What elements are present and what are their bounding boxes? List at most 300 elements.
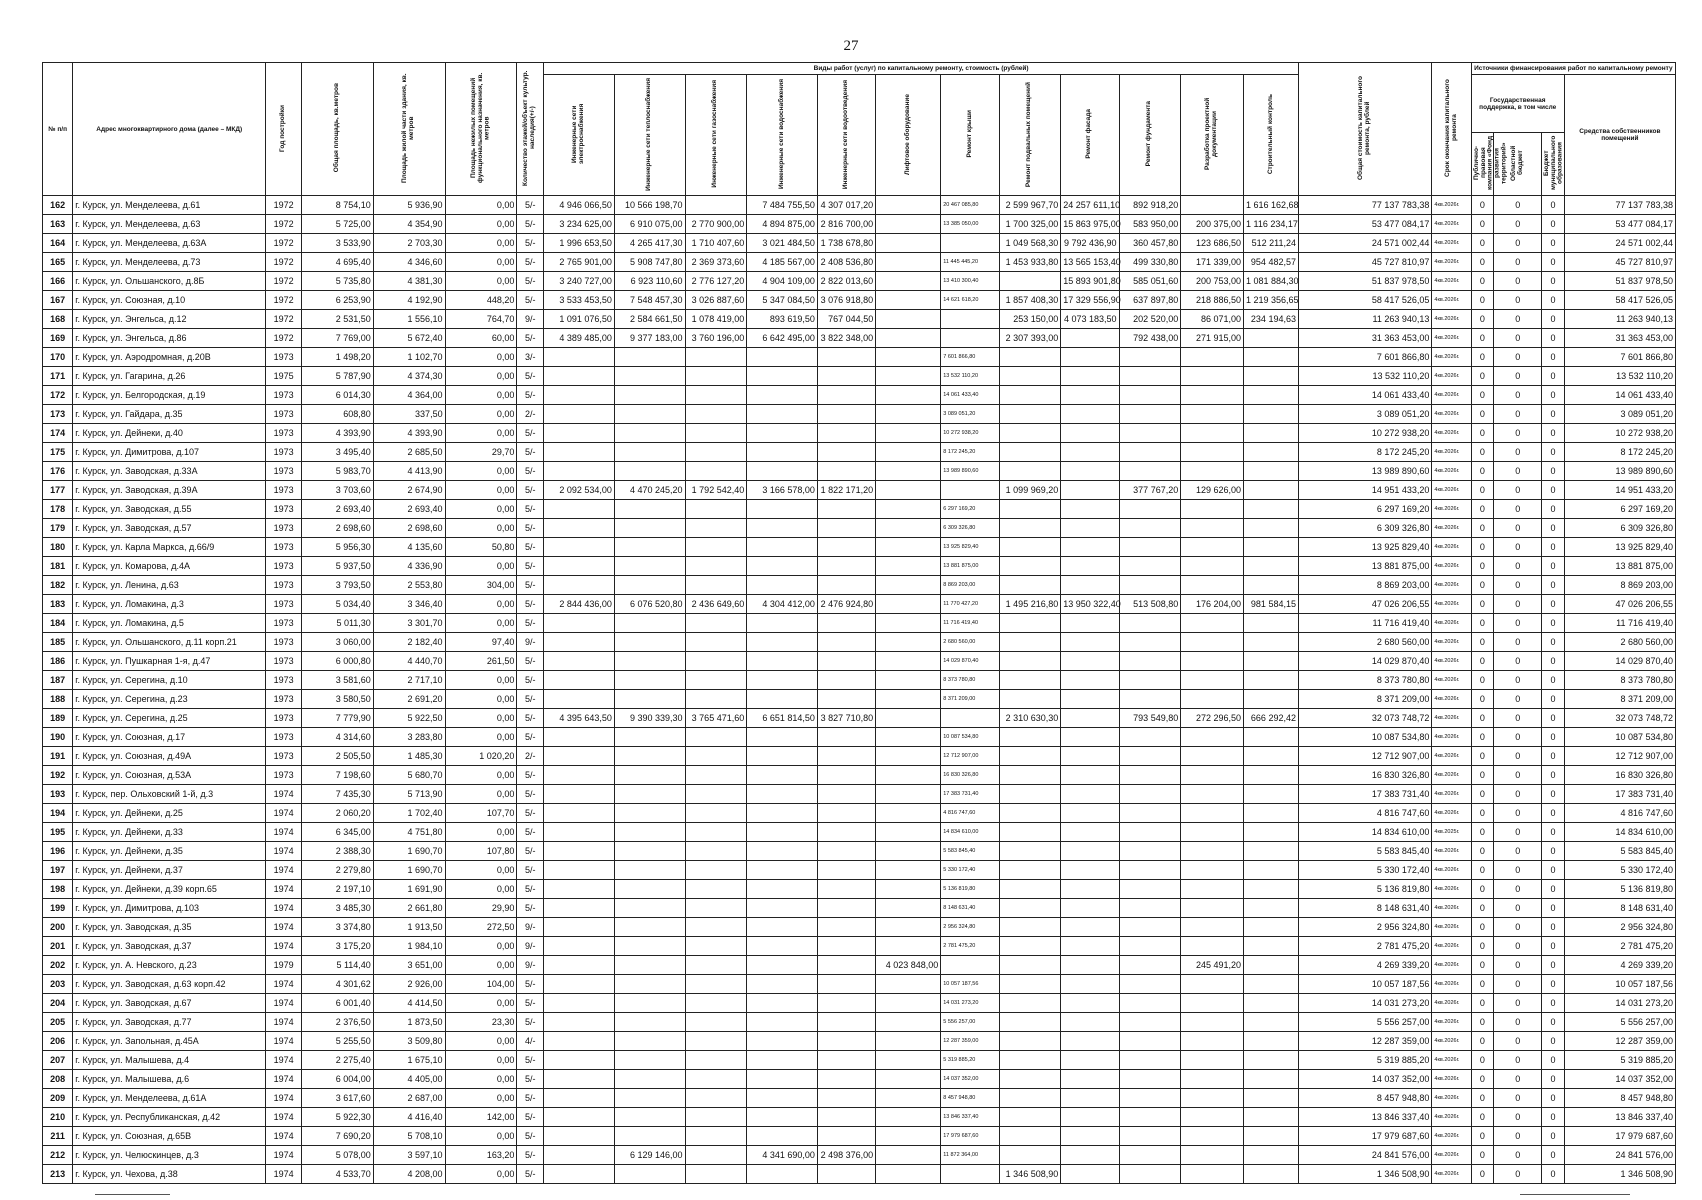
cell-nonres: 0,00 — [445, 424, 517, 443]
cell-facade — [1061, 1108, 1119, 1127]
cell-heat — [614, 804, 685, 823]
cell-n: 212 — [43, 1146, 73, 1165]
cell-fund: 0 — [1471, 424, 1493, 443]
cell-water — [747, 861, 818, 880]
cell-foundation — [1119, 405, 1181, 424]
cell-deadline: 4кв.2026г. — [1432, 500, 1471, 519]
cell-year: 1979 — [266, 956, 302, 975]
cell-cost: 31 363 453,00 — [1298, 329, 1431, 348]
cell-cost: 14 031 273,20 — [1298, 994, 1431, 1013]
cell-living: 5 713,90 — [373, 785, 445, 804]
cell-facade — [1061, 481, 1119, 500]
cell-sewer — [817, 405, 875, 424]
cell-facade — [1061, 918, 1119, 937]
cell-water — [747, 1108, 818, 1127]
cell-owners: 13 881 875,00 — [1564, 557, 1675, 576]
cell-lift — [876, 1051, 941, 1070]
cell-total: 5 983,70 — [302, 462, 374, 481]
cell-facade — [1061, 348, 1119, 367]
cell-cost: 8 869 203,00 — [1298, 576, 1431, 595]
cell-water — [747, 367, 818, 386]
cell-fund: 0 — [1471, 405, 1493, 424]
cell-heat — [614, 500, 685, 519]
cell-year: 1974 — [266, 804, 302, 823]
cell-control: 954 482,57 — [1244, 253, 1299, 272]
cell-heat — [614, 690, 685, 709]
cell-gas — [685, 367, 747, 386]
cell-design — [1181, 728, 1244, 747]
cell-floors: 5/- — [517, 975, 544, 994]
cell-n: 200 — [43, 918, 73, 937]
cell-owners: 47 026 206,55 — [1564, 595, 1675, 614]
header-elec: Инженерные сети электроснабжения — [544, 75, 615, 196]
cell-gas — [685, 614, 747, 633]
cell-cost: 14 834 610,00 — [1298, 823, 1431, 842]
cell-floors: 9/- — [517, 310, 544, 329]
cell-year: 1973 — [266, 709, 302, 728]
cell-municipal: 0 — [1542, 272, 1564, 291]
cell-heat — [614, 918, 685, 937]
cell-fund: 0 — [1471, 1165, 1493, 1184]
cell-gas — [685, 500, 747, 519]
cell-deadline: 4кв.2026г. — [1432, 766, 1471, 785]
cell-facade — [1061, 1127, 1119, 1146]
cell-control — [1244, 690, 1299, 709]
table-body — [43, 196, 1676, 1184]
cell-heat: 6 129 146,00 — [614, 1146, 685, 1165]
cell-roof: 13 846 337,40 — [941, 1108, 999, 1127]
cell-heat: 9 390 339,30 — [614, 709, 685, 728]
cell-elec — [544, 728, 615, 747]
cell-deadline: 4кв.2025г. — [1432, 823, 1471, 842]
cell-regional: 0 — [1494, 975, 1542, 994]
cell-fund: 0 — [1471, 557, 1493, 576]
cell-cost: 13 532 110,20 — [1298, 367, 1431, 386]
cell-control: 1 116 234,17 — [1244, 215, 1299, 234]
cell-regional: 0 — [1494, 880, 1542, 899]
cell-regional: 0 — [1494, 538, 1542, 557]
cell-control — [1244, 956, 1299, 975]
table-row — [43, 1127, 1676, 1146]
cell-nonres: 0,00 — [445, 196, 517, 215]
cell-water — [747, 899, 818, 918]
cell-floors: 5/- — [517, 1013, 544, 1032]
cell-deadline: 4кв.2026г. — [1432, 918, 1471, 937]
cell-floors: 5/- — [517, 462, 544, 481]
cell-living: 1 556,10 — [373, 310, 445, 329]
cell-basement — [999, 424, 1061, 443]
cell-elec — [544, 1032, 615, 1051]
cell-address: г. Курск, ул. Дейнеки, д.40 — [73, 424, 266, 443]
cell-elec — [544, 1089, 615, 1108]
cell-lift — [876, 728, 941, 747]
cell-year: 1973 — [266, 500, 302, 519]
cell-floors: 4/- — [517, 1032, 544, 1051]
table-row — [43, 462, 1676, 481]
table-row — [43, 994, 1676, 1013]
cell-control: 1 616 162,68 — [1244, 196, 1299, 215]
cell-sewer: 2 476 924,80 — [817, 595, 875, 614]
cell-cost: 47 026 206,55 — [1298, 595, 1431, 614]
cell-design — [1181, 1089, 1244, 1108]
cell-basement — [999, 785, 1061, 804]
cell-sewer: 1 822 171,20 — [817, 481, 875, 500]
cell-lift — [876, 1165, 941, 1184]
cell-address: г. Курск, ул. Димитрова, д.103 — [73, 899, 266, 918]
cell-foundation — [1119, 785, 1181, 804]
cell-owners: 17 383 731,40 — [1564, 785, 1675, 804]
cell-owners: 5 583 845,40 — [1564, 842, 1675, 861]
cell-cost: 13 925 829,40 — [1298, 538, 1431, 557]
cell-roof: 7 601 866,80 — [941, 348, 999, 367]
cell-nonres: 29,70 — [445, 443, 517, 462]
cell-cost: 11 263 940,13 — [1298, 310, 1431, 329]
cell-year: 1973 — [266, 405, 302, 424]
cell-cost: 5 330 172,40 — [1298, 861, 1431, 880]
cell-fund: 0 — [1471, 1146, 1493, 1165]
cell-owners: 4 269 339,20 — [1564, 956, 1675, 975]
cell-roof: 2 781 475,20 — [941, 937, 999, 956]
cell-municipal: 0 — [1542, 614, 1564, 633]
cell-elec — [544, 386, 615, 405]
cell-address: г. Курск, ул. Дейнеки, д.33 — [73, 823, 266, 842]
cell-year: 1973 — [266, 519, 302, 538]
cell-regional: 0 — [1494, 1089, 1542, 1108]
cell-fund: 0 — [1471, 937, 1493, 956]
cell-design — [1181, 690, 1244, 709]
cell-address: г. Курск, ул. Ломакина, д.3 — [73, 595, 266, 614]
cell-total: 5 956,30 — [302, 538, 374, 557]
cell-sewer: 2 816 700,00 — [817, 215, 875, 234]
cell-deadline: 4кв.2026г. — [1432, 196, 1471, 215]
cell-owners: 14 834 610,00 — [1564, 823, 1675, 842]
cell-roof: 4 816 747,60 — [941, 804, 999, 823]
cell-nonres: 29,90 — [445, 899, 517, 918]
cell-roof: 2 956 324,80 — [941, 918, 999, 937]
cell-elec — [544, 557, 615, 576]
cell-basement — [999, 690, 1061, 709]
cell-total: 5 114,40 — [302, 956, 374, 975]
cell-roof: 10 087 534,80 — [941, 728, 999, 747]
cell-floors: 5/- — [517, 766, 544, 785]
cell-living: 1 485,30 — [373, 747, 445, 766]
cell-year: 1974 — [266, 994, 302, 1013]
cell-living: 4 346,60 — [373, 253, 445, 272]
cell-control — [1244, 405, 1299, 424]
cell-design — [1181, 557, 1244, 576]
cell-basement — [999, 367, 1061, 386]
cell-floors: 5/- — [517, 481, 544, 500]
cell-n: 213 — [43, 1165, 73, 1184]
cell-basement: 1 346 508,90 — [999, 1165, 1061, 1184]
cell-facade — [1061, 519, 1119, 538]
cell-fund: 0 — [1471, 633, 1493, 652]
cell-design — [1181, 462, 1244, 481]
cell-fund: 0 — [1471, 272, 1493, 291]
cell-facade — [1061, 443, 1119, 462]
cell-roof: 14 031 273,20 — [941, 994, 999, 1013]
header-year: Год постройки — [266, 63, 302, 196]
header-total-area: Общая площадь, кв.метров — [302, 63, 374, 196]
cell-design — [1181, 1070, 1244, 1089]
cell-living: 1 102,70 — [373, 348, 445, 367]
cell-living: 5 680,70 — [373, 766, 445, 785]
cell-municipal: 0 — [1542, 1127, 1564, 1146]
cell-design — [1181, 1051, 1244, 1070]
header-state-support: Государственная поддержка, в том числе — [1471, 75, 1564, 133]
cell-floors: 5/- — [517, 804, 544, 823]
cell-nonres: 0,00 — [445, 1165, 517, 1184]
cell-living: 5 922,50 — [373, 709, 445, 728]
header-facade: Ремонт фасада — [1061, 75, 1119, 196]
cell-year: 1973 — [266, 481, 302, 500]
cell-fund: 0 — [1471, 1032, 1493, 1051]
cell-design: 245 491,20 — [1181, 956, 1244, 975]
cell-living: 3 651,00 — [373, 956, 445, 975]
cell-facade — [1061, 1051, 1119, 1070]
cell-year: 1973 — [266, 348, 302, 367]
cell-deadline: 4кв.2026г. — [1432, 595, 1471, 614]
cell-elec — [544, 576, 615, 595]
table-row — [43, 386, 1676, 405]
cell-address: г. Курск, ул. Заводская, д.77 — [73, 1013, 266, 1032]
cell-n: 163 — [43, 215, 73, 234]
cell-fund: 0 — [1471, 519, 1493, 538]
cell-lift — [876, 215, 941, 234]
cell-facade — [1061, 1070, 1119, 1089]
cell-deadline: 4кв.2026г. — [1432, 1032, 1471, 1051]
cell-address: г. Курск, ул. Заводская, д.37 — [73, 937, 266, 956]
cell-water: 5 347 084,50 — [747, 291, 818, 310]
cell-foundation — [1119, 424, 1181, 443]
cell-control — [1244, 633, 1299, 652]
cell-sewer: 1 738 678,80 — [817, 234, 875, 253]
cell-facade — [1061, 690, 1119, 709]
cell-roof: 17 979 687,60 — [941, 1127, 999, 1146]
cell-address: г. Курск, ул. Менделеева, д.61А — [73, 1089, 266, 1108]
cell-deadline: 4кв.2026г. — [1432, 728, 1471, 747]
cell-basement: 1 857 408,30 — [999, 291, 1061, 310]
cell-total: 5 725,00 — [302, 215, 374, 234]
cell-gas: 1 710 407,60 — [685, 234, 747, 253]
cell-living: 4 405,00 — [373, 1070, 445, 1089]
cell-basement — [999, 861, 1061, 880]
cell-water — [747, 994, 818, 1013]
cell-address: г. Курск, ул. Заводская, д.57 — [73, 519, 266, 538]
cell-facade — [1061, 880, 1119, 899]
cell-control — [1244, 557, 1299, 576]
cell-address: г. Курск, ул. Белгородская, д.19 — [73, 386, 266, 405]
cell-n: 205 — [43, 1013, 73, 1032]
cell-facade — [1061, 1013, 1119, 1032]
cell-owners: 13 925 829,40 — [1564, 538, 1675, 557]
cell-address: г. Курск, ул. А. Невского, д.23 — [73, 956, 266, 975]
cell-floors: 5/- — [517, 690, 544, 709]
cell-deadline: 4кв.2026г. — [1432, 1165, 1471, 1184]
cell-water — [747, 671, 818, 690]
cell-water — [747, 386, 818, 405]
cell-design — [1181, 823, 1244, 842]
cell-floors: 5/- — [517, 1070, 544, 1089]
cell-sewer — [817, 766, 875, 785]
cell-elec — [544, 766, 615, 785]
cell-regional: 0 — [1494, 956, 1542, 975]
cell-roof: 14 061 433,40 — [941, 386, 999, 405]
table-row — [43, 709, 1676, 728]
cell-elec: 4 395 643,50 — [544, 709, 615, 728]
cell-owners: 3 089 051,20 — [1564, 405, 1675, 424]
cell-n: 188 — [43, 690, 73, 709]
cell-floors: 5/- — [517, 709, 544, 728]
cell-elec — [544, 1108, 615, 1127]
cell-roof: 8 869 203,00 — [941, 576, 999, 595]
cell-cost: 10 057 187,56 — [1298, 975, 1431, 994]
cell-water — [747, 424, 818, 443]
cell-heat: 6 923 110,60 — [614, 272, 685, 291]
cell-owners: 4 816 747,60 — [1564, 804, 1675, 823]
cell-address: г. Курск, ул. Менделеева, д.63 — [73, 215, 266, 234]
cell-fund: 0 — [1471, 1089, 1493, 1108]
cell-sewer — [817, 1127, 875, 1146]
cell-nonres: 0,00 — [445, 880, 517, 899]
cell-water — [747, 728, 818, 747]
table-row — [43, 1089, 1676, 1108]
table-row — [43, 196, 1676, 215]
cell-year: 1974 — [266, 899, 302, 918]
table-row — [43, 804, 1676, 823]
cell-fund: 0 — [1471, 215, 1493, 234]
header-funding-group: Источники финансирования работ по капитальному ремонту — [1471, 63, 1675, 75]
cell-living: 1 913,50 — [373, 918, 445, 937]
cell-regional: 0 — [1494, 272, 1542, 291]
cell-roof: 6 297 169,20 — [941, 500, 999, 519]
cell-cost: 58 417 526,05 — [1298, 291, 1431, 310]
cell-heat — [614, 557, 685, 576]
cell-year: 1973 — [266, 576, 302, 595]
cell-foundation: 202 520,00 — [1119, 310, 1181, 329]
cell-year: 1972 — [266, 272, 302, 291]
cell-lift — [876, 918, 941, 937]
cell-basement: 1 099 969,20 — [999, 481, 1061, 500]
cell-foundation — [1119, 1089, 1181, 1108]
cell-cost: 14 061 433,40 — [1298, 386, 1431, 405]
table-row — [43, 899, 1676, 918]
cell-control: 1 219 356,65 — [1244, 291, 1299, 310]
cell-floors: 5/- — [517, 728, 544, 747]
cell-control — [1244, 576, 1299, 595]
cell-owners: 8 869 203,00 — [1564, 576, 1675, 595]
cell-elec — [544, 367, 615, 386]
cell-elec — [544, 443, 615, 462]
header-living-area: Площадь жилой части здания, кв. метров — [373, 63, 445, 196]
cell-elec — [544, 899, 615, 918]
cell-control — [1244, 1032, 1299, 1051]
cell-cost: 12 287 359,00 — [1298, 1032, 1431, 1051]
cell-foundation — [1119, 880, 1181, 899]
cell-address: г. Курск, ул. Ольшанского, д.8Б — [73, 272, 266, 291]
cell-cost: 6 309 326,80 — [1298, 519, 1431, 538]
cell-living: 2 182,40 — [373, 633, 445, 652]
cell-owners: 13 989 890,60 — [1564, 462, 1675, 481]
cell-year: 1974 — [266, 1051, 302, 1070]
cell-elec — [544, 861, 615, 880]
cell-water — [747, 1089, 818, 1108]
cell-design: 171 339,00 — [1181, 253, 1244, 272]
cell-owners: 24 571 002,44 — [1564, 234, 1675, 253]
cell-owners: 2 781 475,20 — [1564, 937, 1675, 956]
cell-heat — [614, 1032, 685, 1051]
cell-regional: 0 — [1494, 861, 1542, 880]
cell-regional: 0 — [1494, 671, 1542, 690]
table-row — [43, 272, 1676, 291]
cell-municipal: 0 — [1542, 215, 1564, 234]
cell-floors: 9/- — [517, 956, 544, 975]
cell-regional: 0 — [1494, 196, 1542, 215]
cell-facade — [1061, 1032, 1119, 1051]
cell-cost: 5 319 885,20 — [1298, 1051, 1431, 1070]
cell-address: г. Курск, ул. Дейнеки, д.35 — [73, 842, 266, 861]
cell-design — [1181, 747, 1244, 766]
table-row — [43, 310, 1676, 329]
cell-foundation — [1119, 1051, 1181, 1070]
cell-living: 4 374,30 — [373, 367, 445, 386]
cell-total: 2 388,30 — [302, 842, 374, 861]
cell-elec — [544, 671, 615, 690]
cell-address: г. Курск, ул. Заводская, д.55 — [73, 500, 266, 519]
cell-n: 183 — [43, 595, 73, 614]
cell-facade — [1061, 899, 1119, 918]
cell-municipal: 0 — [1542, 462, 1564, 481]
cell-total: 2 197,10 — [302, 880, 374, 899]
table-row — [43, 519, 1676, 538]
cell-total: 6 004,00 — [302, 1070, 374, 1089]
cell-year: 1973 — [266, 633, 302, 652]
cell-nonres: 0,00 — [445, 500, 517, 519]
cell-floors: 9/- — [517, 937, 544, 956]
cell-municipal: 0 — [1542, 918, 1564, 937]
cell-address: г. Курск, ул. Чехова, д.38 — [73, 1165, 266, 1184]
cell-municipal: 0 — [1542, 1013, 1564, 1032]
cell-basement — [999, 956, 1061, 975]
cell-living: 3 283,80 — [373, 728, 445, 747]
cell-basement — [999, 1127, 1061, 1146]
cell-floors: 5/- — [517, 500, 544, 519]
cell-fund: 0 — [1471, 728, 1493, 747]
cell-design: 123 686,50 — [1181, 234, 1244, 253]
cell-elec — [544, 880, 615, 899]
cell-total: 5 078,00 — [302, 1146, 374, 1165]
cell-heat — [614, 728, 685, 747]
cell-roof: 14 029 870,40 — [941, 652, 999, 671]
cell-foundation — [1119, 1108, 1181, 1127]
cell-address: г. Курск, ул. Энгельса, д.86 — [73, 329, 266, 348]
cell-year: 1973 — [266, 671, 302, 690]
cell-cost: 14 037 352,00 — [1298, 1070, 1431, 1089]
cell-deadline: 4кв.2026г. — [1432, 899, 1471, 918]
cell-cost: 24 571 002,44 — [1298, 234, 1431, 253]
cell-year: 1974 — [266, 785, 302, 804]
cell-lift — [876, 690, 941, 709]
cell-heat — [614, 823, 685, 842]
cell-design: 200 375,00 — [1181, 215, 1244, 234]
cell-fund: 0 — [1471, 443, 1493, 462]
cell-gas — [685, 633, 747, 652]
cell-control — [1244, 766, 1299, 785]
cell-design — [1181, 994, 1244, 1013]
cell-sewer — [817, 861, 875, 880]
cell-municipal: 0 — [1542, 994, 1564, 1013]
cell-total: 4 301,62 — [302, 975, 374, 994]
